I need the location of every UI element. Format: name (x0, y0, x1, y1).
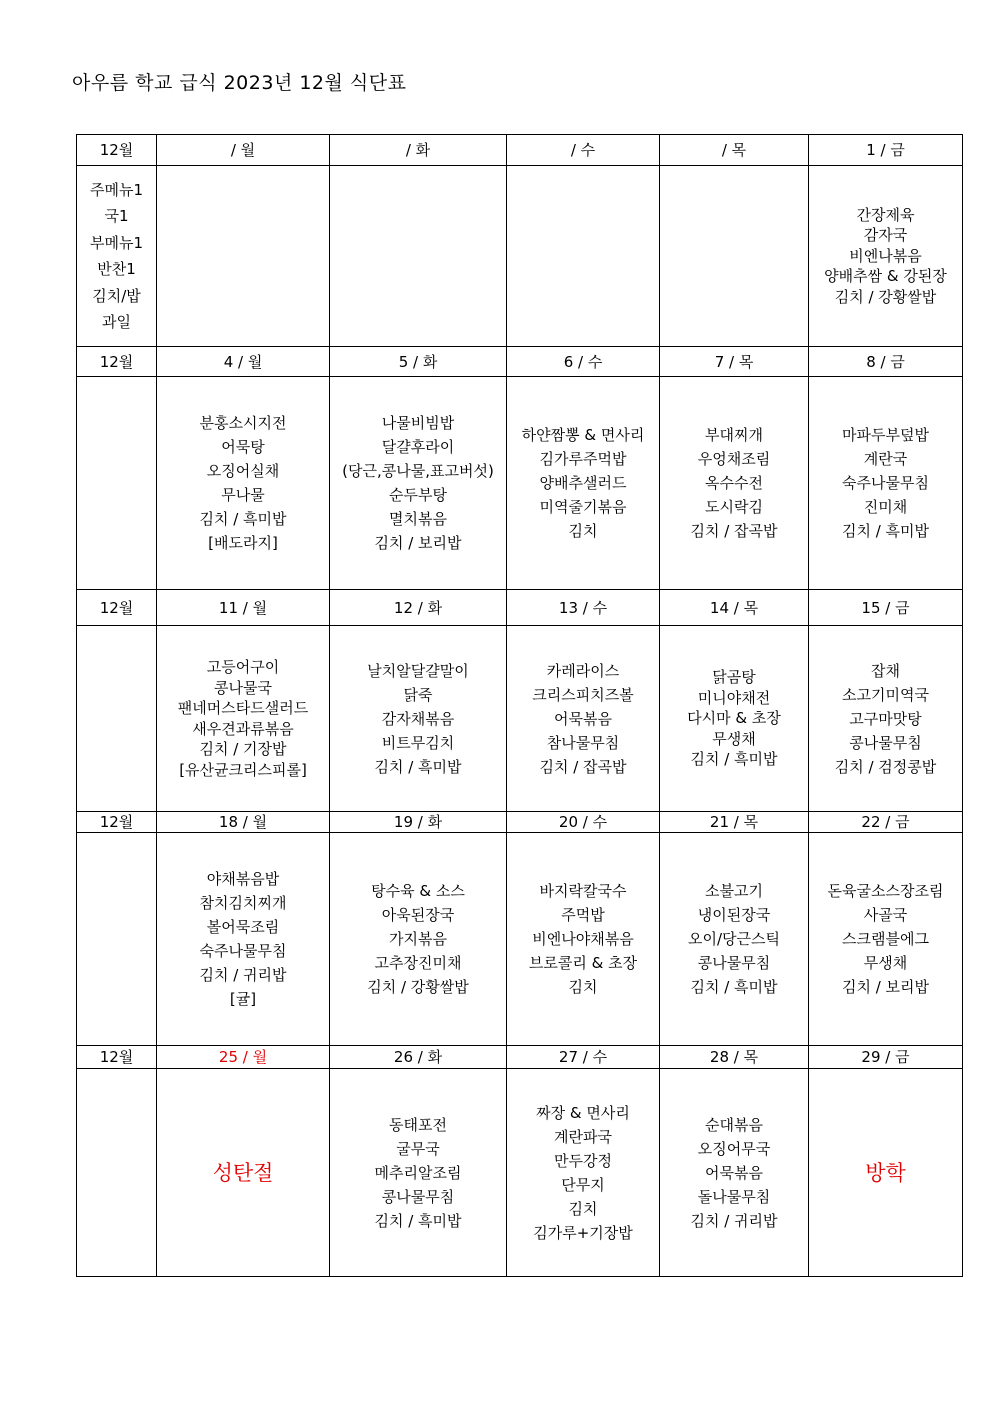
menu-item: 하얀짬뽕 & 면사리 (521, 426, 645, 444)
day-header: 11 / 월 (157, 590, 330, 626)
menu-cell-empty (157, 166, 330, 347)
menu-cell (507, 1069, 660, 1277)
menu-item: 김치 / 흑미밥 (374, 757, 462, 776)
menu-cell (809, 626, 963, 812)
menu-item: 사골국 (863, 906, 908, 924)
category-cell-empty (77, 1069, 157, 1277)
menu-item: 김치 / 잡곡밥 (539, 757, 627, 776)
menu-cell-holiday (809, 1069, 963, 1277)
menu-item: 분홍소시지전 (199, 414, 287, 432)
menu-item: 비엔나볶음 (849, 246, 922, 265)
menu-item: 비트무김치 (381, 733, 455, 752)
day-header: / 월 (157, 135, 330, 166)
menu-item: 무생채 (863, 954, 908, 972)
menu-item: 돌나물무침 (697, 1187, 771, 1206)
legend-item: 반찬1 (97, 260, 136, 278)
day-header: 12 / 화 (330, 590, 507, 626)
menu-item: 콩나물국 (214, 678, 272, 697)
day-header: 22 / 금 (809, 812, 963, 833)
menu-item: 돈육굴소스장조림 (827, 882, 944, 900)
menu-item: 김치 (568, 522, 598, 540)
menu-item: (당근,콩나물,표고버섯) (342, 462, 494, 480)
menu-item: 카레라이스 (546, 661, 620, 680)
day-header: 4 / 월 (157, 347, 330, 377)
week-menu-row (77, 1069, 963, 1277)
week-menu-row (77, 377, 963, 590)
day-header: / 수 (507, 135, 660, 166)
menu-item: 김치 / 흑미밥 (374, 1211, 462, 1230)
menu-item: 나물비빔밥 (381, 414, 455, 432)
menu-cell-empty (330, 166, 507, 347)
menu-item: 냉이된장국 (697, 906, 771, 924)
menu-item: 팬네머스타드샐러드 (177, 699, 309, 717)
menu-item: 메추리알조림 (374, 1163, 462, 1182)
week-header-row (77, 812, 963, 833)
menu-item: 순대볶음 (705, 1115, 763, 1134)
menu-item: 무나물 (221, 486, 265, 504)
menu-item: 동태포전 (389, 1115, 447, 1134)
week-header-row (77, 1046, 963, 1069)
menu-item: 오징어실채 (206, 462, 280, 480)
meal-calendar-table (76, 134, 963, 1277)
menu-item: 오이/당근스틱 (688, 930, 780, 948)
day-header: 6 / 수 (507, 347, 660, 377)
month-label: 12월 (77, 1046, 157, 1069)
menu-item: 야채볶음밥 (206, 870, 280, 888)
menu-item: 부대찌개 (705, 426, 763, 444)
menu-item: 옥수수전 (705, 474, 763, 492)
month-label: 12월 (77, 812, 157, 833)
day-header: 28 / 목 (660, 1046, 809, 1069)
legend-item: 국1 (104, 207, 129, 225)
menu-item: 멸치볶음 (389, 510, 447, 528)
menu-cell (330, 1069, 507, 1277)
menu-item: 브로콜리 & 초장 (528, 954, 638, 972)
month-label: 12월 (77, 347, 157, 377)
week-menu-row (77, 626, 963, 812)
menu-item: 닭곰탕 (712, 668, 756, 687)
month-label: 12월 (77, 590, 157, 626)
menu-item: 크리스피치즈볼 (532, 685, 634, 704)
menu-cell (330, 377, 507, 590)
menu-item: 도시락김 (705, 498, 763, 516)
menu-item: 스크램블에그 (842, 930, 929, 948)
day-header: / 목 (660, 135, 809, 166)
menu-item: 볼어묵조림 (206, 918, 280, 936)
menu-cell (157, 377, 330, 590)
legend-item: 과일 (102, 313, 131, 331)
menu-item: 우엉채조림 (697, 450, 771, 468)
menu-item: 굴무국 (396, 1139, 440, 1158)
menu-item: 미역줄기볶음 (539, 498, 627, 516)
menu-item: 콩나물무침 (697, 954, 771, 972)
menu-item: 계란국 (863, 450, 908, 468)
menu-cell (330, 833, 507, 1046)
day-header: 20 / 수 (507, 812, 660, 833)
menu-item: 단무지 (561, 1175, 605, 1194)
menu-item: 계란파국 (554, 1127, 612, 1146)
menu-item: 김치 / 보리밥 (841, 978, 930, 996)
menu-item: 달걀후라이 (381, 438, 455, 456)
menu-item: 만두강정 (554, 1151, 612, 1170)
menu-cell-empty (660, 166, 809, 347)
menu-item: 양배추쌈 & 강된장 (824, 267, 947, 286)
day-header: 1 / 금 (809, 135, 963, 166)
legend-item: 주메뉴1 (89, 180, 143, 199)
day-header: 27 / 수 (507, 1046, 660, 1069)
menu-cell (507, 833, 660, 1046)
menu-cell (660, 377, 809, 590)
menu-cell (157, 626, 330, 812)
menu-item: 마파두부덮밥 (842, 426, 929, 444)
menu-item: [배도라지] (208, 534, 278, 552)
menu-item: 탕수육 & 소스 (371, 882, 465, 900)
menu-cell (157, 833, 330, 1046)
menu-item: 숙주나물무침 (842, 474, 929, 492)
menu-item: 김치 (568, 978, 598, 996)
menu-cell (507, 626, 660, 812)
day-header: 5 / 화 (330, 347, 507, 377)
day-header: 15 / 금 (809, 590, 963, 626)
menu-item: 소불고기 (705, 882, 763, 900)
day-header-holiday: 25 / 월 (157, 1046, 330, 1069)
menu-item: 가지볶음 (389, 930, 447, 948)
menu-item: 고추장진미채 (374, 954, 462, 972)
day-header: 14 / 목 (660, 590, 809, 626)
menu-cell (330, 626, 507, 812)
menu-item: 고등어구이 (206, 658, 280, 676)
menu-item: 김치 / 강황쌀밥 (834, 287, 937, 306)
menu-item: 김가루주먹밥 (539, 450, 627, 468)
menu-cell (507, 377, 660, 590)
menu-cell-empty (507, 166, 660, 347)
category-legend (77, 166, 157, 347)
day-header: 7 / 목 (660, 347, 809, 377)
menu-item: 참나물무침 (546, 733, 620, 752)
menu-item: 닭죽 (403, 685, 433, 704)
menu-item: 소고기미역국 (842, 685, 929, 704)
menu-item: 주먹밥 (561, 906, 605, 924)
legend-item: 김치/밥 (92, 286, 141, 305)
week-menu-row (77, 833, 963, 1046)
menu-item: 김치 / 흑미밥 (841, 522, 930, 540)
menu-item: 김치 / 흑미밥 (690, 750, 778, 769)
menu-item: 어묵볶음 (705, 1163, 763, 1182)
menu-item: 김치 / 강황쌀밥 (367, 978, 469, 996)
menu-cell (660, 833, 809, 1046)
menu-item: 김치 / 보리밥 (374, 534, 462, 552)
day-header: 13 / 수 (507, 590, 660, 626)
menu-item: 진미채 (863, 498, 908, 516)
category-cell-empty (77, 626, 157, 812)
menu-item: [귤] (229, 990, 257, 1008)
menu-item: 김치 / 귀리밥 (690, 1211, 778, 1230)
menu-item: 김가루+기장밥 (533, 1223, 633, 1242)
menu-item: 고구마맛탕 (849, 709, 922, 728)
category-cell-empty (77, 377, 157, 590)
menu-item: 김치 / 흑미밥 (199, 510, 287, 528)
menu-item: 양배추샐러드 (539, 474, 627, 492)
day-header: 18 / 월 (157, 812, 330, 833)
menu-item: 콩나물무침 (849, 733, 922, 752)
menu-item: 참치김치찌개 (199, 894, 287, 912)
vacation-label: 방학 (865, 1160, 906, 1185)
menu-cell-holiday (157, 1069, 330, 1277)
menu-item: 숙주나물무침 (199, 942, 287, 960)
menu-item: 무생채 (712, 729, 756, 748)
menu-item: 김치 / 검정콩밥 (834, 757, 937, 776)
day-header: 21 / 목 (660, 812, 809, 833)
day-header: 29 / 금 (809, 1046, 963, 1069)
day-header: / 화 (330, 135, 507, 166)
menu-item: [유산균크리스피롤] (179, 760, 307, 779)
day-header: 26 / 화 (330, 1046, 507, 1069)
holiday-label: 성탄절 (212, 1160, 274, 1185)
month-label: 12월 (77, 135, 157, 166)
menu-item: 어묵탕 (221, 438, 265, 456)
menu-item: 감자국 (863, 226, 908, 245)
page-title: 아우름 학교 급식 2023년 12월 식단표 (72, 72, 407, 94)
menu-item: 간장제육 (856, 205, 915, 224)
day-header: 19 / 화 (330, 812, 507, 833)
category-cell-empty (77, 833, 157, 1046)
week-header-row (77, 590, 963, 626)
menu-item: 날치알달걀말이 (367, 661, 469, 680)
menu-item: 김치 (568, 1199, 598, 1218)
menu-item: 짜장 & 면사리 (536, 1103, 630, 1122)
menu-item: 감자채볶음 (381, 709, 455, 728)
menu-item: 어묵볶음 (554, 709, 612, 728)
menu-item: 오징어무국 (697, 1139, 771, 1158)
menu-cell (660, 626, 809, 812)
day-header: 8 / 금 (809, 347, 963, 377)
menu-cell (809, 166, 963, 347)
menu-item: 바지락칼국수 (539, 882, 627, 900)
menu-item: 콩나물무침 (381, 1187, 455, 1206)
menu-item: 김치 / 기장밥 (199, 740, 287, 758)
week-header-row (77, 347, 963, 377)
menu-item: 잡채 (871, 661, 900, 680)
menu-item: 미니야채전 (697, 688, 771, 707)
menu-item: 아욱된장국 (381, 906, 455, 924)
week-header-row (77, 135, 963, 166)
menu-cell (660, 1069, 809, 1277)
menu-cell (809, 833, 963, 1046)
menu-item: 새우견과류볶음 (192, 719, 294, 738)
week-menu-row (77, 166, 963, 347)
legend-item: 부메뉴1 (89, 233, 143, 252)
menu-item: 김치 / 흑미밥 (690, 978, 778, 996)
menu-item: 다시마 & 초장 (687, 709, 781, 728)
menu-cell (809, 377, 963, 590)
menu-item: 김치 / 귀리밥 (199, 966, 287, 984)
menu-item: 순두부탕 (389, 486, 447, 504)
menu-item: 김치 / 잡곡밥 (690, 522, 778, 540)
menu-item: 비엔나야채볶음 (532, 930, 634, 948)
